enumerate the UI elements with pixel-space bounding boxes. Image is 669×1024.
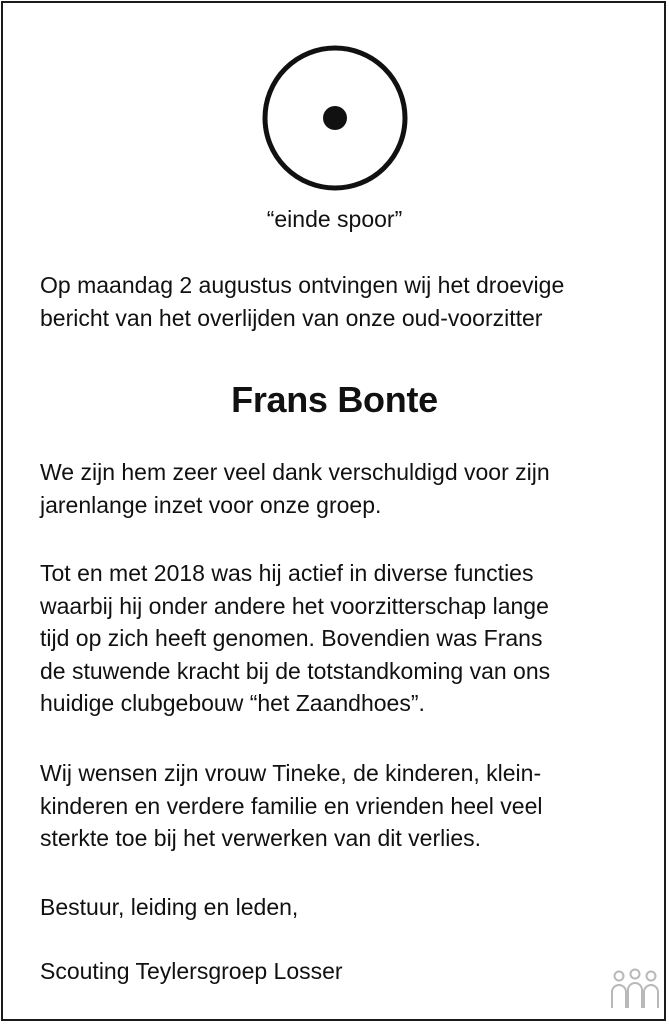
intro-paragraph <box>40 269 640 334</box>
people-group-icon <box>609 968 661 1010</box>
condolence-paragraph <box>40 757 640 855</box>
activities-line: de stuwende kracht bij de totstandkoming van ons <box>40 657 551 684</box>
deceased-name: Frans Bonte <box>231 379 438 420</box>
thanks-paragraph <box>40 456 640 521</box>
thanks-line: We zijn hem zeer veel dank verschuldigd voor zijn <box>40 459 550 485</box>
motto: “einde spoor” <box>266 206 403 232</box>
signature-organisation <box>40 955 640 988</box>
signature-board <box>40 891 640 924</box>
end-of-trail-icon <box>262 45 408 191</box>
condolence-line: Wij wensen zijn vrouw Tineke, de kinderen, klein- <box>40 760 542 786</box>
activities-line: tijd op zich heeft genomen. Bovendien was Frans <box>40 625 543 651</box>
intro-line: bericht van het overlijden van onze oud-voorzitter <box>40 304 543 331</box>
activities-line: Tot en met 2018 was hij actief in diverse functies <box>40 560 534 586</box>
condolence-line: kinderen en verdere familie en vrienden heel veel <box>40 792 543 819</box>
signature-line: Scouting Teylersgroep Losser <box>40 958 343 984</box>
activities-line: huidige clubgebouw “het Zaandhoes”. <box>40 690 425 716</box>
activities-paragraph <box>40 557 640 720</box>
intro-line: Op maandag 2 augustus ontvingen wij het droevige <box>40 272 565 298</box>
activities-line: waarbij hij onder andere het voorzitterschap lange <box>40 592 549 619</box>
thanks-line: jarenlange inzet voor onze groep. <box>40 491 382 518</box>
signature-line: Bestuur, leiding en leden, <box>40 894 299 920</box>
condolence-line: sterkte toe bij het verwerken van dit verlies. <box>40 825 482 851</box>
